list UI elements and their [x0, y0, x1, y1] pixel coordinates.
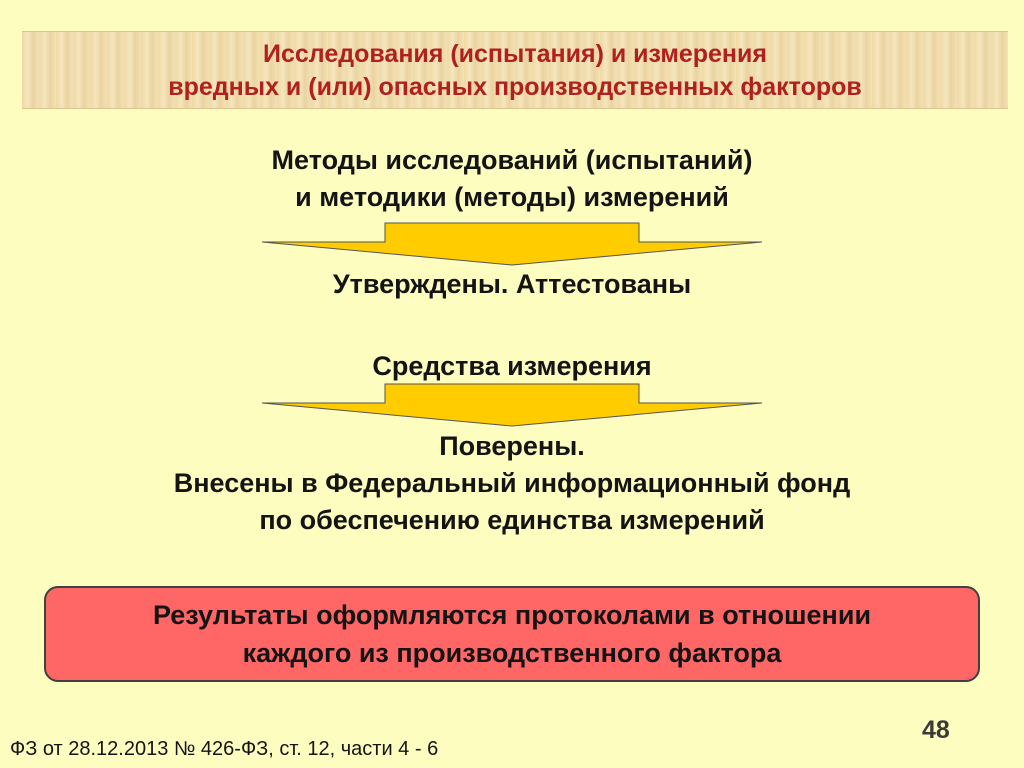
arrow-down-icon	[262, 222, 762, 266]
verified-line-1: Поверены.	[439, 431, 585, 461]
result-box	[44, 586, 980, 682]
title-line-1: Исследования (испытания) и измерения	[263, 40, 767, 68]
result-line-2: каждого из производственного фактора	[242, 638, 782, 668]
approved-line: Утверждены. Аттестованы	[332, 269, 692, 299]
approved-text	[0, 266, 1024, 303]
title-banner	[22, 31, 1008, 109]
instruments-line: Средства измерения	[372, 351, 652, 381]
footnote: ФЗ от 28.12.2013 № 426-ФЗ, ст. 12, части 4 - 6	[10, 738, 439, 760]
verified-line-2: Внесены в Федеральный информационный фонд	[173, 468, 851, 498]
arrow-down-icon	[262, 383, 762, 427]
methods-block	[0, 142, 1024, 216]
methods-line-2: и методики (методы) измерений	[295, 182, 729, 212]
instruments-text	[0, 348, 1024, 385]
methods-line-1: Методы исследований (испытаний)	[271, 145, 753, 175]
title-line-2: вредных и (или) опасных производственных факторов	[168, 73, 862, 101]
verified-line-3: по обеспечению единства измерений	[259, 505, 765, 535]
result-line-1: Результаты оформляются протоколами в отношении	[152, 600, 872, 630]
verified-block	[0, 428, 1024, 539]
page-number: 48	[922, 716, 950, 744]
